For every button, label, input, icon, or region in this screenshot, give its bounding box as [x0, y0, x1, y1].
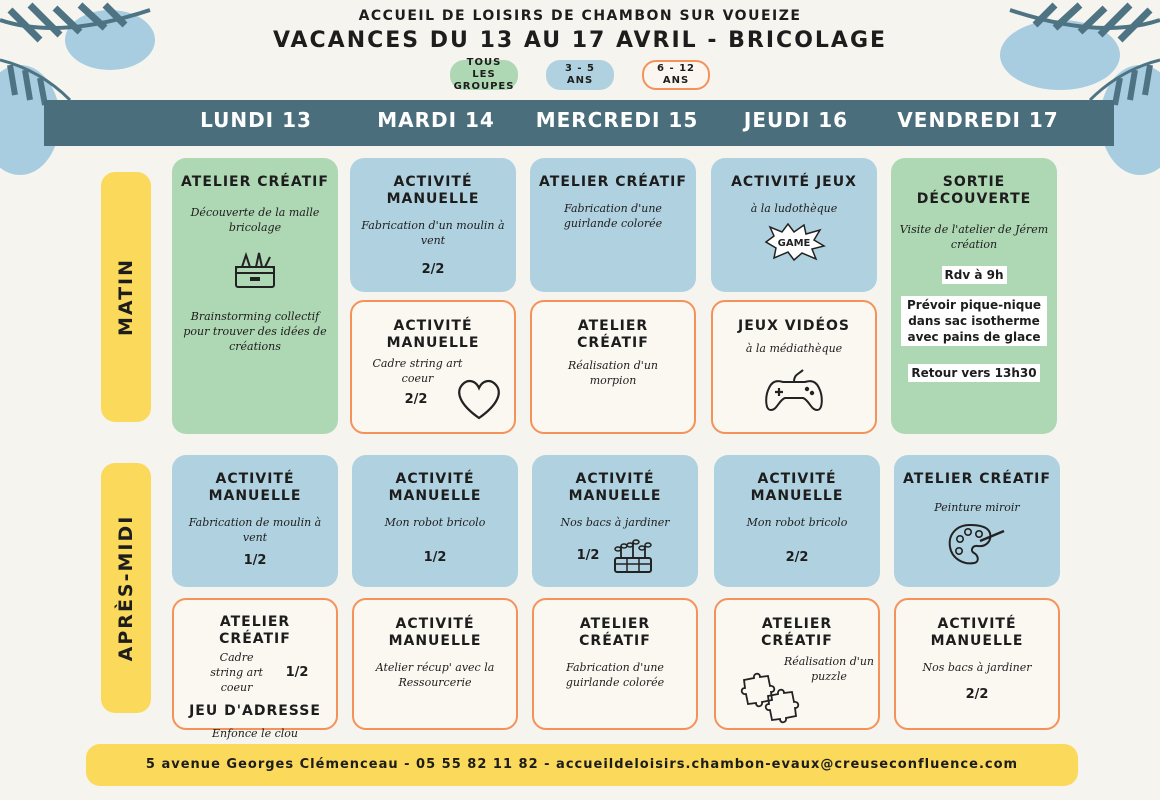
planter-icon — [613, 536, 653, 574]
card-tue-pm-1: ACTIVITÉ MANUELLE Mon robot bricolo 1/2 — [352, 455, 518, 587]
legend — [0, 57, 1160, 92]
card-wed-pm-2: ATELIER CRÉATIF Fabrication d'une guirlande colorée — [532, 598, 698, 730]
legend-3-5: 3 - 5 ANS — [546, 60, 614, 90]
day-wednesday: MERCREDI 15 — [535, 108, 699, 132]
period-morning: MATIN — [101, 172, 151, 422]
card-tue-am-1: ACTIVITÉ MANUELLE Fabrication d'un moulin à vent 2/2 — [350, 158, 516, 292]
contact-footer: 5 avenue Georges Clémenceau - 05 55 82 11 82 - accueildeloisirs.chambon-evaux@creuseconfluence.com — [86, 744, 1078, 786]
card-fri-pm-2: ACTIVITÉ MANUELLE Nos bacs à jardiner 2/2 — [894, 598, 1060, 730]
day-monday: LUNDI 13 — [200, 108, 312, 132]
leaf-decoration-left-icon — [0, 0, 210, 180]
card-tue-pm-2: ACTIVITÉ MANUELLE Atelier récup' avec la Ressourcerie — [352, 598, 518, 730]
card-wed-pm-1: ACTIVITÉ MANUELLE Nos bacs à jardiner 1/2 — [532, 455, 698, 587]
game-burst-icon — [762, 222, 826, 262]
card-fri-am: SORTIE DÉCOUVERTE Visite de l'atelier de Jérem création Rdv à 9h Prévoir pique-nique dans sac isotherme avec pains de glace Retour vers 13h30 — [891, 158, 1057, 434]
card-mon-pm-1: ACTIVITÉ MANUELLE Fabrication de moulin à vent 1/2 — [172, 455, 338, 587]
gamepad-icon — [763, 366, 825, 412]
day-tuesday: MARDI 14 — [377, 108, 495, 132]
card-thu-am-1: ACTIVITÉ JEUX à la ludothèque GAME — [711, 158, 877, 292]
center-name: ACCUEIL DE LOISIRS DE CHAMBON SUR VOUEIZE — [358, 8, 802, 24]
period-afternoon: APRÈS-MIDI — [101, 463, 151, 713]
day-thursday: JEUDI 16 — [743, 108, 849, 132]
card-wed-am-2: ATELIER CRÉATIF Réalisation d'un morpion — [530, 300, 696, 434]
svg-text:GAME: GAME — [777, 238, 811, 249]
page-title: VACANCES DU 13 AU 17 AVRIL - BRICOLAGE — [272, 28, 888, 53]
toolbox-icon — [232, 249, 278, 291]
leaf-decoration-right-icon — [950, 0, 1160, 180]
card-wed-am-1: ATELIER CRÉATIF Fabrication d'une guirlande colorée — [530, 158, 696, 292]
heart-icon — [454, 376, 504, 422]
card-thu-pm-1: ACTIVITÉ MANUELLE Mon robot bricolo 2/2 — [714, 455, 880, 587]
card-fri-pm-1: ATELIER CRÉATIF Peinture miroir — [894, 455, 1060, 587]
day-friday: VENDREDI 17 — [897, 108, 1059, 132]
card-mon-pm-2: ATELIER CRÉATIF Cadre string art coeur 1/2 JEU D'ADRESSE Enfonce le clou — [172, 598, 338, 730]
legend-all-groups: TOUS LES GROUPES — [450, 60, 518, 90]
legend-6-12: 6 - 12 ANS — [642, 60, 710, 90]
card-thu-am-2: JEUX VIDÉOS à la médiathèque — [711, 300, 877, 434]
card-tue-am-2: ACTIVITÉ MANUELLE Cadre string art coeur 2/2 — [350, 300, 516, 434]
palette-icon — [946, 521, 1008, 567]
card-mon-am: ATELIER CRÉATIF Découverte de la malle bricolage Brainstorming collectif pour trouver des idées de créations — [172, 158, 338, 434]
card-thu-pm-2: ATELIER CRÉATIF Réalisation d'un puzzle — [714, 598, 880, 730]
puzzle-icon — [740, 670, 800, 722]
